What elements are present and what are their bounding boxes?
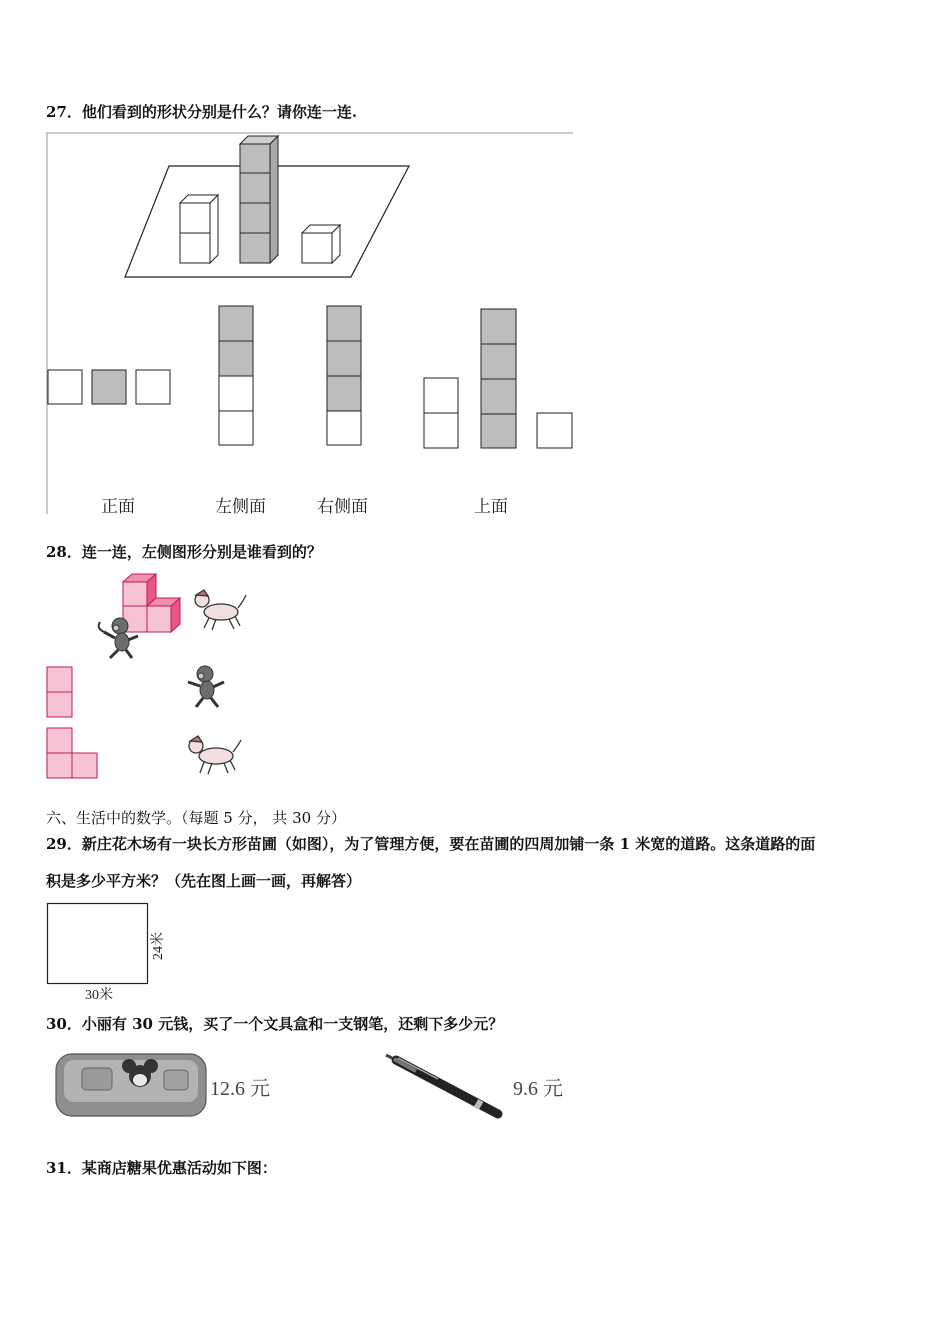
question-30: 30．小丽有 30 元钱，买了一个文具盒和一支钢笔，还剩下多少元？ (46, 1015, 504, 1033)
q29-rectangle-figure (46, 902, 176, 1004)
q30-figure (46, 1048, 576, 1128)
question-28: 28．连一连，左侧图形分别是谁看到的？ (46, 543, 322, 561)
q28-figure (46, 570, 266, 780)
q27-figure (46, 132, 576, 517)
dog-icon (195, 590, 246, 630)
pink-l-shape (47, 728, 97, 778)
pink-cube-group (123, 574, 180, 632)
white-stack-2 (180, 195, 218, 263)
label-left: 左侧面 (215, 497, 266, 517)
pen-price: 9.6 元 (513, 1078, 563, 1100)
question-31: 31．某商店糖果优惠活动如下图： (46, 1159, 277, 1177)
view-front-shape (48, 370, 170, 404)
dog-icon-2 (189, 736, 241, 774)
height-label: 24米 (151, 932, 166, 960)
width-label: 30米 (85, 988, 113, 1003)
label-right: 右侧面 (317, 497, 368, 517)
nursery-rectangle (48, 904, 148, 984)
pencil-box-price: 12.6 元 (210, 1078, 270, 1100)
question-27: 27．他们看到的形状分别是什么？请你连一连. (46, 103, 358, 121)
section-6-heading: 六、生活中的数学。（每题 5 分， 共 30 分） (46, 809, 346, 827)
pencil-box-icon (56, 1054, 206, 1116)
pen-icon (386, 1055, 498, 1114)
gray-stack-4 (240, 136, 278, 263)
monkey-icon-2 (188, 666, 224, 707)
question-29-line2: 积是多少平方米？（先在图上画一画，再解答） (46, 872, 362, 890)
view-right-shape (327, 306, 361, 445)
pink-column-shape (47, 667, 72, 717)
label-front: 正面 (101, 497, 135, 517)
view-left-shape (219, 306, 253, 445)
question-29-line1: 29．新庄花木场有一块长方形苗圃（如图），为了管理方便，要在苗圃的四周加铺一条 1 米宽的道路。这条道路的面 (46, 835, 816, 853)
view-top-shape (424, 309, 572, 448)
white-cube-1 (302, 225, 340, 263)
label-top: 上面 (474, 497, 508, 517)
